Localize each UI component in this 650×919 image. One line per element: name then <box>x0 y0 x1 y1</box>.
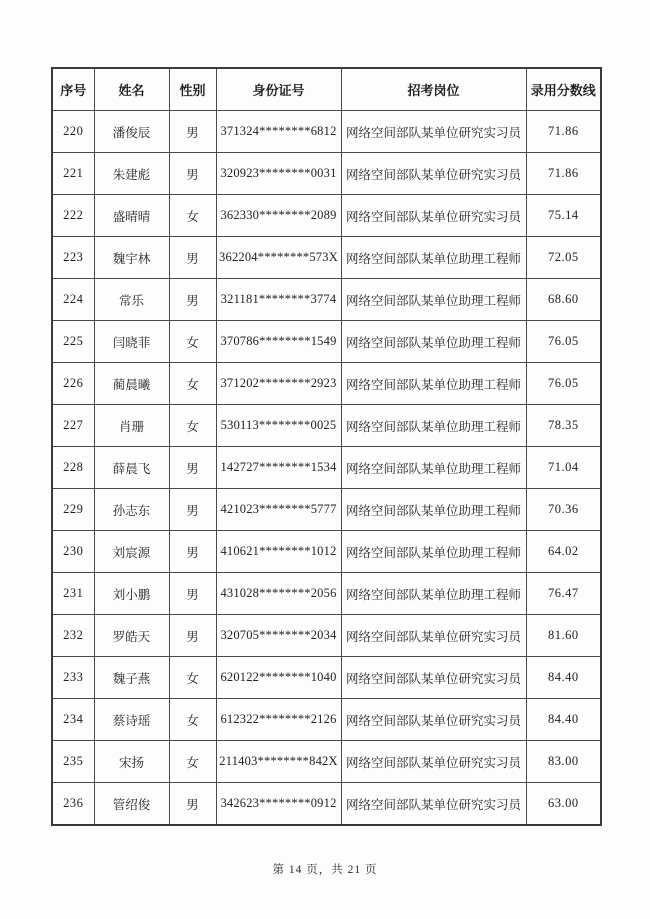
table-row <box>52 657 601 699</box>
table-row <box>52 153 601 195</box>
table-cell-score: 76.05 <box>526 363 601 405</box>
table-cell-name: 肖珊 <box>94 405 169 447</box>
table-cell-gender: 男 <box>169 279 216 321</box>
table-cell-gender: 女 <box>169 321 216 363</box>
table-row <box>52 405 601 447</box>
table-cell-score: 71.04 <box>526 447 601 489</box>
table-row <box>52 741 601 783</box>
table-row <box>52 531 601 573</box>
table-cell-seq: 222 <box>52 195 94 237</box>
table-cell-gender: 男 <box>169 615 216 657</box>
table-cell-gender: 女 <box>169 741 216 783</box>
table-cell-id: 371324********6812 <box>216 111 341 153</box>
table-row <box>52 237 601 279</box>
table-cell-id: 421023********5777 <box>216 489 341 531</box>
table-cell-position: 网络空间部队某单位助理工程师 <box>341 531 526 573</box>
table-cell-seq: 233 <box>52 657 94 699</box>
table-cell-seq: 221 <box>52 153 94 195</box>
table-cell-seq: 229 <box>52 489 94 531</box>
table-cell-position: 网络空间部队某单位研究实习员 <box>341 657 526 699</box>
table-cell-position: 网络空间部队某单位研究实习员 <box>341 741 526 783</box>
table-cell-seq: 223 <box>52 237 94 279</box>
table-cell-name: 朱建彪 <box>94 153 169 195</box>
table-cell-name: 蔡诗瑶 <box>94 699 169 741</box>
table-row <box>52 489 601 531</box>
table-cell-seq: 235 <box>52 741 94 783</box>
table-cell-gender: 女 <box>169 699 216 741</box>
table-cell-seq: 225 <box>52 321 94 363</box>
table-cell-position: 网络空间部队某单位助理工程师 <box>341 363 526 405</box>
score-table <box>51 67 602 826</box>
table-cell-name: 盛晴晴 <box>94 195 169 237</box>
table-cell-position: 网络空间部队某单位研究实习员 <box>341 111 526 153</box>
table-row <box>52 111 601 153</box>
table-cell-position: 网络空间部队某单位研究实习员 <box>341 195 526 237</box>
table-cell-name: 常乐 <box>94 279 169 321</box>
table-cell-gender: 男 <box>169 531 216 573</box>
table-cell-score: 72.05 <box>526 237 601 279</box>
table-cell-score: 75.14 <box>526 195 601 237</box>
table-cell-id: 211403********842X <box>216 741 341 783</box>
table-cell-seq: 231 <box>52 573 94 615</box>
table-cell-score: 76.47 <box>526 573 601 615</box>
table-row <box>52 783 601 826</box>
table-cell-name: 宋扬 <box>94 741 169 783</box>
table-cell-score: 83.00 <box>526 741 601 783</box>
table-cell-position: 网络空间部队某单位助理工程师 <box>341 447 526 489</box>
table-cell-score: 63.00 <box>526 783 601 826</box>
table-cell-name: 孙志东 <box>94 489 169 531</box>
table-cell-seq: 232 <box>52 615 94 657</box>
table-cell-name: 刘小鹏 <box>94 573 169 615</box>
table-cell-id: 371202********2923 <box>216 363 341 405</box>
table-row <box>52 195 601 237</box>
table-cell-score: 78.35 <box>526 405 601 447</box>
table-cell-score: 84.40 <box>526 657 601 699</box>
table-cell-seq: 230 <box>52 531 94 573</box>
table-cell-gender: 男 <box>169 111 216 153</box>
table-cell-id: 370786********1549 <box>216 321 341 363</box>
table-cell-gender: 男 <box>169 447 216 489</box>
table-cell-position: 网络空间部队某单位研究实习员 <box>341 783 526 826</box>
table-cell-score: 68.60 <box>526 279 601 321</box>
table-cell-seq: 224 <box>52 279 94 321</box>
table-cell-score: 71.86 <box>526 153 601 195</box>
table-cell-gender: 女 <box>169 405 216 447</box>
table-cell-name: 管绍俊 <box>94 783 169 826</box>
table-cell-id: 321181********3774 <box>216 279 341 321</box>
page-number-footer: 第 14 页，共 21 页 <box>272 864 378 876</box>
table-cell-name: 罗皓天 <box>94 615 169 657</box>
table-cell-score: 71.86 <box>526 111 601 153</box>
table-cell-gender: 女 <box>169 363 216 405</box>
table-cell-id: 410621********1012 <box>216 531 341 573</box>
table-cell-id: 320705********2034 <box>216 615 341 657</box>
table-cell-id: 620122********1040 <box>216 657 341 699</box>
table-cell-id: 342623********0912 <box>216 783 341 826</box>
table-cell-name: 蔺晨曦 <box>94 363 169 405</box>
header-seq: 序号 <box>52 68 94 111</box>
table-cell-position: 网络空间部队某单位助理工程师 <box>341 279 526 321</box>
table-cell-score: 64.02 <box>526 531 601 573</box>
table-cell-name: 刘宸源 <box>94 531 169 573</box>
table-cell-id: 362330********2089 <box>216 195 341 237</box>
table-cell-seq: 220 <box>52 111 94 153</box>
table-header <box>52 68 601 111</box>
table-row <box>52 573 601 615</box>
table-body <box>52 111 601 826</box>
table-cell-id: 362204********573X <box>216 237 341 279</box>
table-cell-position: 网络空间部队某单位助理工程师 <box>341 573 526 615</box>
header-score-line: 录用分数线 <box>526 68 601 111</box>
table-cell-seq: 236 <box>52 783 94 826</box>
table-cell-position: 网络空间部队某单位助理工程师 <box>341 405 526 447</box>
table-cell-position: 网络空间部队某单位助理工程师 <box>341 237 526 279</box>
table-row <box>52 447 601 489</box>
table-cell-gender: 男 <box>169 783 216 826</box>
header-gender: 性别 <box>169 68 216 111</box>
table-cell-gender: 女 <box>169 195 216 237</box>
table-cell-score: 76.05 <box>526 321 601 363</box>
table-cell-gender: 男 <box>169 573 216 615</box>
table-cell-position: 网络空间部队某单位研究实习员 <box>341 699 526 741</box>
table-cell-position: 网络空间部队某单位研究实习员 <box>341 153 526 195</box>
table-cell-id: 530113********0025 <box>216 405 341 447</box>
table-cell-position: 网络空间部队某单位研究实习员 <box>341 615 526 657</box>
table-cell-seq: 234 <box>52 699 94 741</box>
table-cell-seq: 226 <box>52 363 94 405</box>
table-cell-score: 70.36 <box>526 489 601 531</box>
table-cell-id: 320923********0031 <box>216 153 341 195</box>
table-row <box>52 279 601 321</box>
table-cell-name: 魏子燕 <box>94 657 169 699</box>
table-cell-name: 潘俊辰 <box>94 111 169 153</box>
table-cell-seq: 227 <box>52 405 94 447</box>
table-cell-position: 网络空间部队某单位助理工程师 <box>341 321 526 363</box>
table-row <box>52 363 601 405</box>
table-cell-gender: 女 <box>169 657 216 699</box>
table-cell-id: 431028********2056 <box>216 573 341 615</box>
table-cell-gender: 男 <box>169 153 216 195</box>
table-cell-id: 612322********2126 <box>216 699 341 741</box>
table-cell-name: 闫晓菲 <box>94 321 169 363</box>
table-row <box>52 699 601 741</box>
table-cell-id: 142727********1534 <box>216 447 341 489</box>
table-cell-position: 网络空间部队某单位助理工程师 <box>341 489 526 531</box>
table-cell-seq: 228 <box>52 447 94 489</box>
table-cell-name: 魏宇林 <box>94 237 169 279</box>
table-cell-score: 84.40 <box>526 699 601 741</box>
table-cell-gender: 男 <box>169 489 216 531</box>
table-cell-score: 81.60 <box>526 615 601 657</box>
header-name: 姓名 <box>94 68 169 111</box>
table-row <box>52 321 601 363</box>
table-cell-name: 薛晨飞 <box>94 447 169 489</box>
header-row <box>52 68 601 111</box>
table-cell-gender: 男 <box>169 237 216 279</box>
header-position: 招考岗位 <box>341 68 526 111</box>
header-id-number: 身份证号 <box>216 68 341 111</box>
table-row <box>52 615 601 657</box>
